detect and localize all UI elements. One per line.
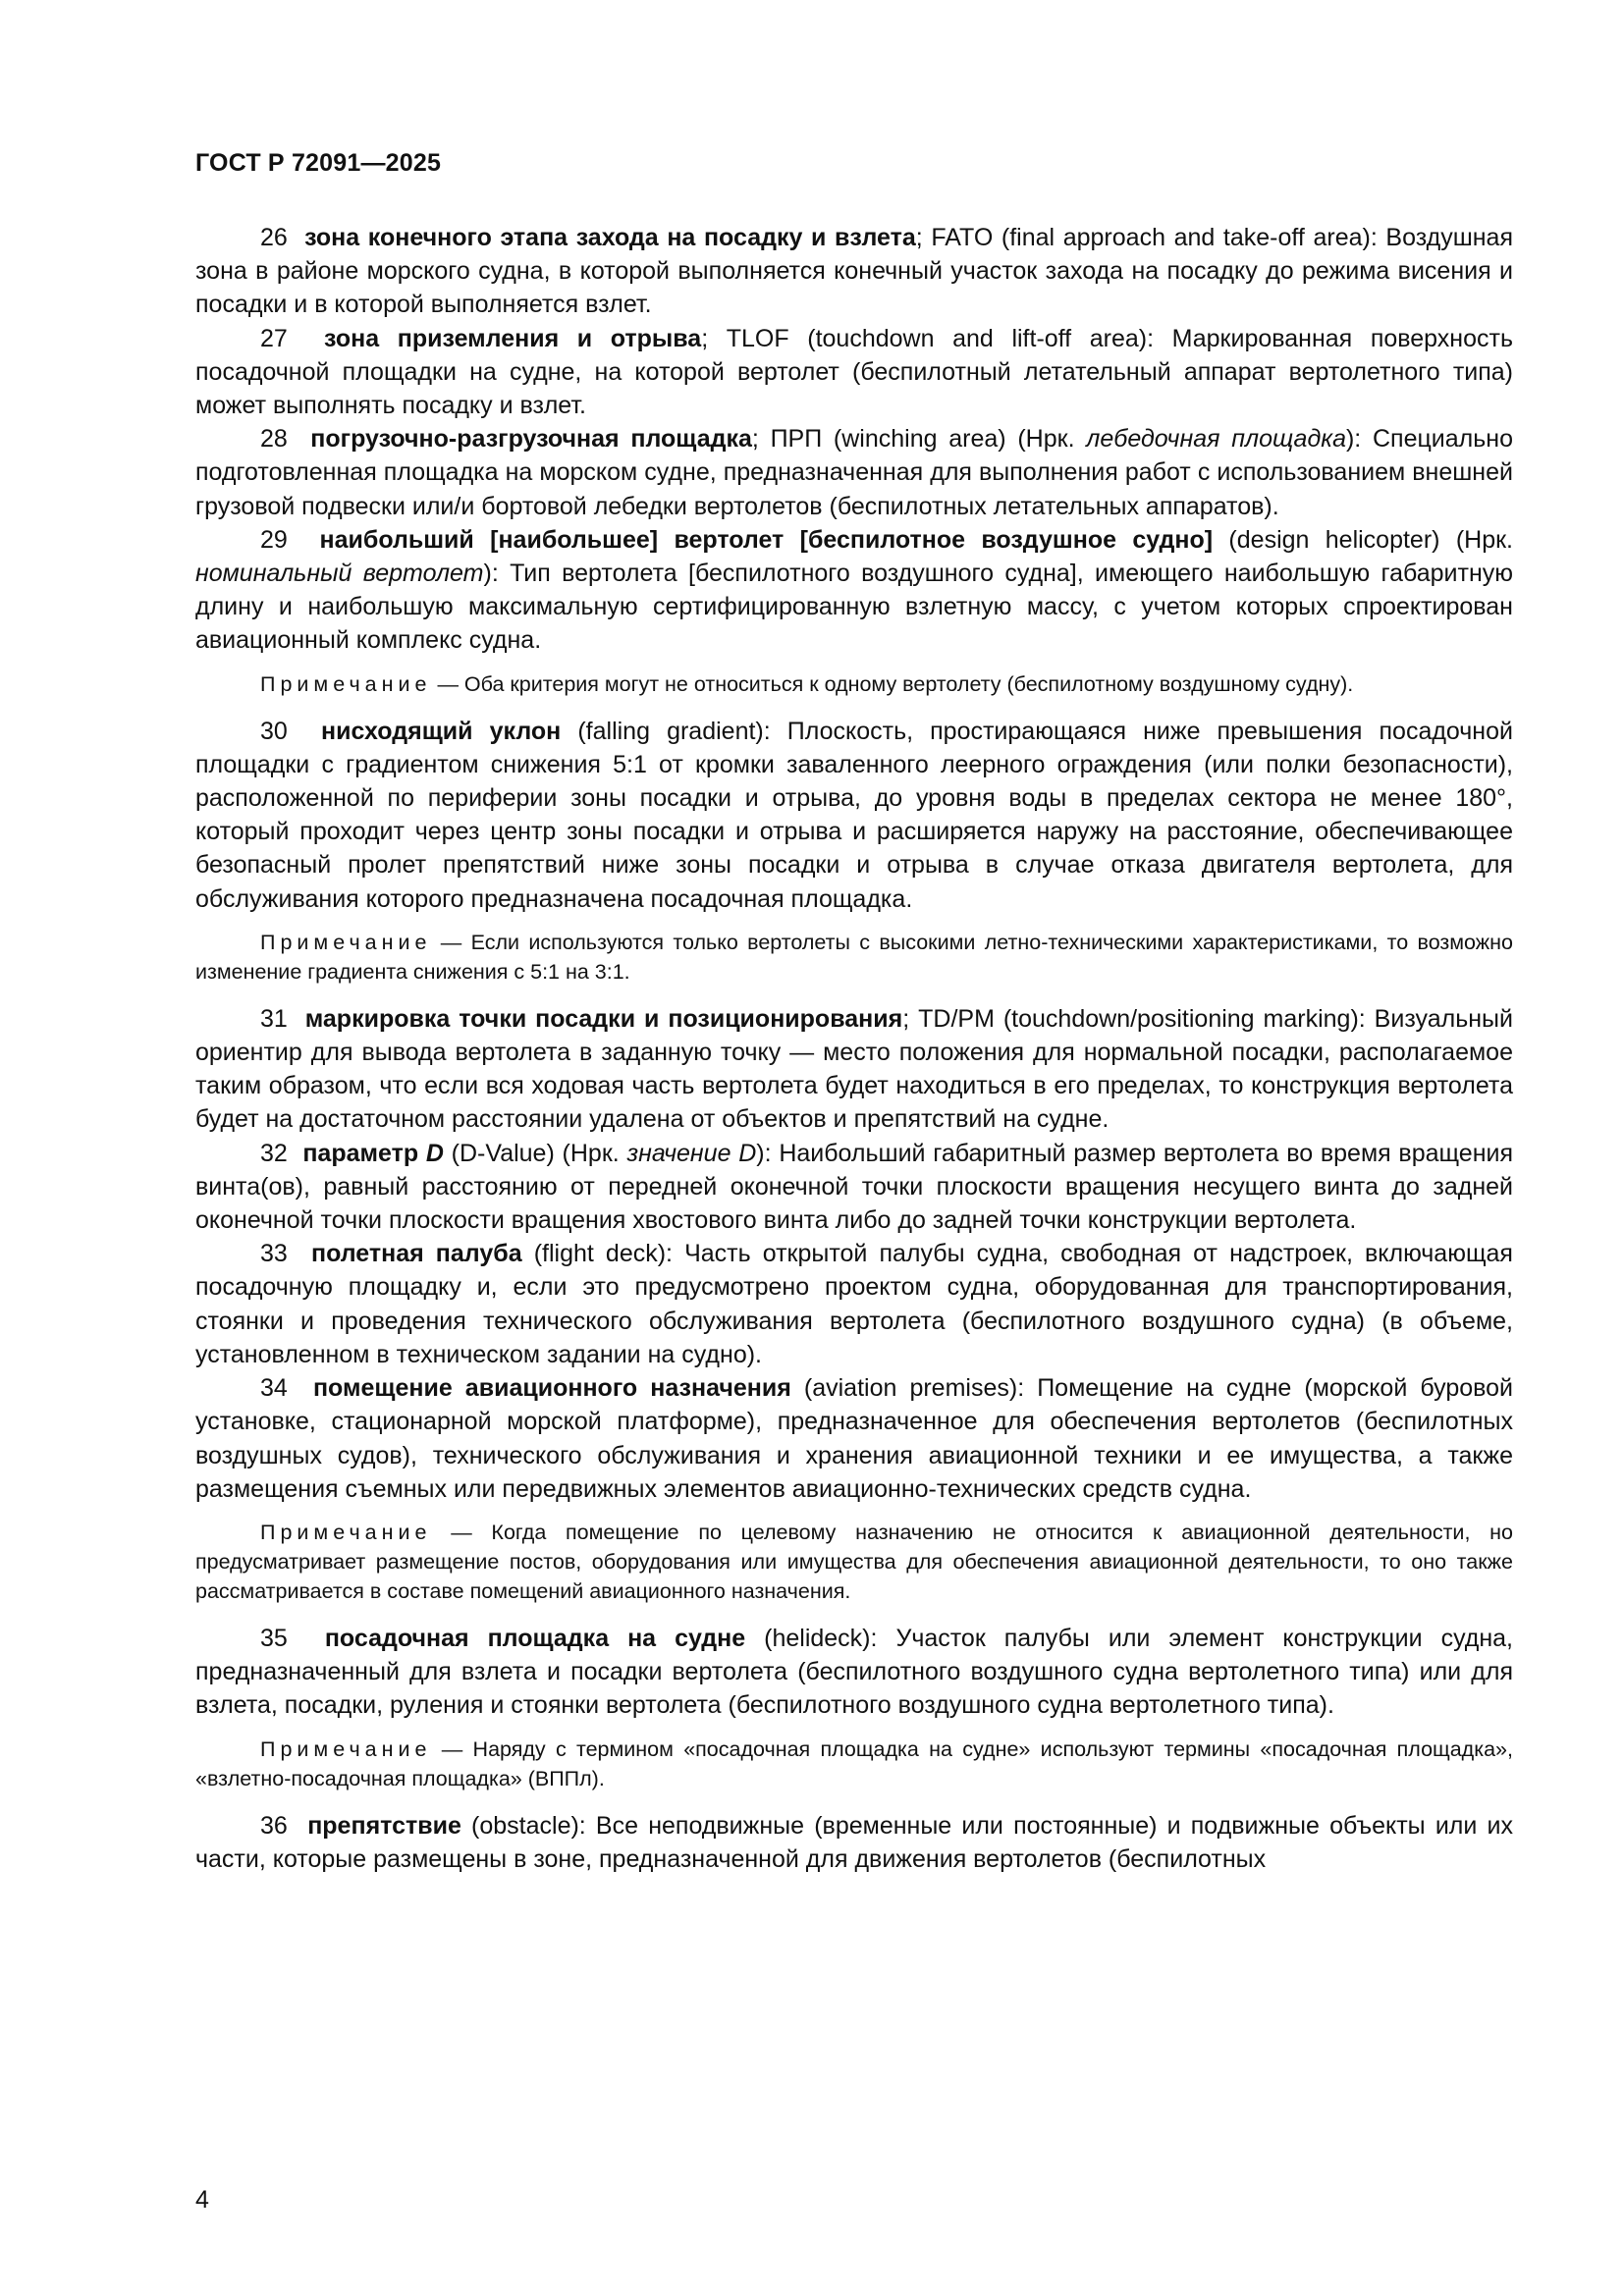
term-definition: ): Тип вертолета [беспилотного воздушного судна], имеющего наибольшую габаритную длину и наибольшую максимальную сертифицированную взлетную массу, с учетом которых спроектирован авиационный комплекс судна. [195, 560, 1513, 655]
note-2 [195, 928, 1513, 987]
note-4 [195, 1735, 1513, 1793]
entry-number: 26 [260, 224, 288, 251]
term-name: полетная палуба [311, 1240, 522, 1268]
term-name: нисходящий уклон [320, 717, 562, 745]
entry-number: 32 [260, 1139, 288, 1167]
note-text: — Наряду с термином «посадочная площадка на судне» используют термины «посадочная площадка», «взлетно-посадочная площадка» (ВППл). [195, 1736, 1513, 1790]
term-name: зона приземления и отрыва [324, 324, 702, 352]
note-text: — Если используются только вертолеты с высокими летно-техническими характеристиками, то возможно изменение градиента снижения с 5:1 на 3:1. [195, 930, 1513, 984]
term-definition: (obstacle): Все неподвижные (временные или постоянные) и подвижные объекты или их части, которые размещены в зоне, предназначенной для движения вертолетов (беспилотных [195, 1811, 1513, 1873]
deprecated-term: значение D [626, 1139, 757, 1167]
term-definition: ): Специально подготовленная площадка на морском судне, предназначенная для выполнения работ с использованием внешней грузовой подвески или/и бортовой лебедки вертолетов (беспилотных летательных аппаратов). [195, 425, 1513, 520]
entry-number: 33 [260, 1240, 288, 1268]
term-abbreviation: ; ПРП (winching area) (Нрк. [751, 425, 1087, 454]
term-name: зона конечного этапа захода на посадку и взлета [304, 224, 916, 251]
entry-number: 28 [260, 425, 288, 454]
entry-number: 35 [260, 1624, 288, 1652]
note-text: — Когда помещение по целевому назначению не относится к авиационной деятельности, но предусматривает размещение постов, оборудования или имущества для обеспечения авиационной деятельности, то оно также рассматривается в составе помещений авиационного назначения. [195, 1520, 1513, 1603]
term-entry-34 [195, 1371, 1513, 1506]
page-number: 4 [195, 2186, 209, 2214]
entry-number: 27 [260, 324, 288, 352]
term-entry-30 [195, 715, 1513, 916]
term-entry-26 [195, 221, 1513, 322]
term-entry-32 [195, 1137, 1513, 1238]
term-name: помещение авиационного назначения [312, 1374, 791, 1403]
term-name [302, 1140, 444, 1167]
term-entry-27 [195, 322, 1513, 423]
note-text: — Оба критерия могут не относиться к одному вертолету (беспилотному воздушному судну). [437, 671, 1354, 696]
term-entry-31 [195, 1002, 1513, 1137]
term-definition: (flight deck): Часть открытой палубы судна, свободная от надстроек, включающая посадочную площадку и, если это предусмотрено проектом судна, оборудованная для транспортирования, стоянки и проведения технического обслуживания вертолета (беспилотного воздушного судна) (в объеме, установленном в техническом задании на судно). [195, 1240, 1513, 1368]
document-header: ГОСТ Р 72091—2025 [195, 149, 442, 177]
term-definition: (falling gradient): Плоскость, простирающаяся ниже превышения посадочной площадки с градиентом снижения 5:1 от кромки заваленного леерного ограждения (или полки безопасности), расположенной по периферии зоны посадки и отрыва, до уровня воды в пределах сектора не менее 180°, который проходит через центр зоны посадки и отрыва и расширяется наружу на расстояние, обеспечивающее безопасный пролет препятствий ниже зоны посадки и отрыва в случае отказа двигателя вертолета, для обслуживания которого предназначена посадочная площадка. [195, 717, 1513, 913]
term-definition: (aviation premises): Помещение на судне (морской буровой установке, стационарной морской платформе), предназначенное для обеспечения вертолетов (беспилотных воздушных судов), технического обслуживания и хранения авиационной техники и ее имущества, а также размещения съемных или передвижных элементов авиационно-технических средств судна. [195, 1374, 1514, 1503]
document-body [195, 221, 1513, 1876]
note-label: Примечание [260, 1736, 432, 1761]
term-name: погрузочно-разгрузочная площадка [310, 425, 752, 454]
term-name: наибольший [наибольшее] вертолет [беспилотное воздушное судно] [319, 525, 1214, 554]
term-abbreviation: (design helicopter) (Нрк. [1213, 525, 1513, 554]
note-label: Примечание [260, 1520, 432, 1544]
term-name: маркировка точки посадки и позиционирования [304, 1004, 903, 1033]
entry-number: 31 [260, 1004, 288, 1033]
entry-number: 34 [260, 1374, 288, 1403]
note-3 [195, 1518, 1513, 1606]
term-definition: ): Наибольший габаритный размер вертолета во время вращения винта(ов), равный расстоянию от передней оконечной точки плоскости вращения несущего винта до задней оконечной точки плоскости вращения хвостового винта либо до задней точки конструкции вертолета. [195, 1139, 1514, 1235]
term-definition: ; TD/PM (touchdown/positioning marking): Визуальный ориентир для вывода вертолета в заданную точку — место положения для нормальной посадки, располагаемое таким образом, что если вся ходовая часть вертолета будет находиться в его пределах, то конструкция вертолета будет на достаточном расстоянии удалена от объектов и препятствий на судне. [195, 1004, 1513, 1134]
deprecated-term: лебедочная площадка [1086, 425, 1346, 454]
entry-number: 36 [260, 1811, 288, 1840]
deprecated-term: номинальный вертолет [195, 560, 484, 588]
note-label: Примечание [260, 930, 432, 954]
entry-number: 29 [260, 525, 288, 554]
term-entry-28 [195, 422, 1513, 523]
term-entry-36 [195, 1809, 1513, 1876]
term-name: препятствие [307, 1811, 461, 1840]
entry-number: 30 [260, 717, 288, 745]
term-definition: (helideck): Участок палубы или элемент конструкции судна, предназначенный для взлета и посадки вертолета (беспилотного воздушного судна вертолетного типа) или для взлета, посадки, руления и стоянки вертолета (беспилотного воздушного судна вертолетного типа). [195, 1624, 1513, 1720]
term-definition: ; FATO (final approach and take-off area): Воздушная зона в районе морского судна, в которой выполняется конечный участок захода на посадку до режима висения и посадки и в которой выполняется взлет. [195, 224, 1513, 319]
term-entry-35 [195, 1622, 1513, 1723]
term-entry-33 [195, 1237, 1513, 1371]
term-symbol: D [425, 1139, 444, 1167]
term-entry-29 [195, 523, 1513, 658]
term-name-text: параметр [302, 1139, 419, 1167]
term-definition: ; TLOF (touchdown and lift-off area): Маркированная поверхность посадочной площадки на судне, на которой вертолет (беспилотный летательный аппарат вертолетного типа) может выполнять посадку и взлет. [195, 324, 1513, 420]
note-1 [195, 669, 1513, 699]
term-abbreviation: (D-Value) (Нрк. [443, 1139, 627, 1167]
term-name: посадочная площадка на судне [324, 1624, 746, 1652]
note-label: Примечание [260, 671, 432, 696]
